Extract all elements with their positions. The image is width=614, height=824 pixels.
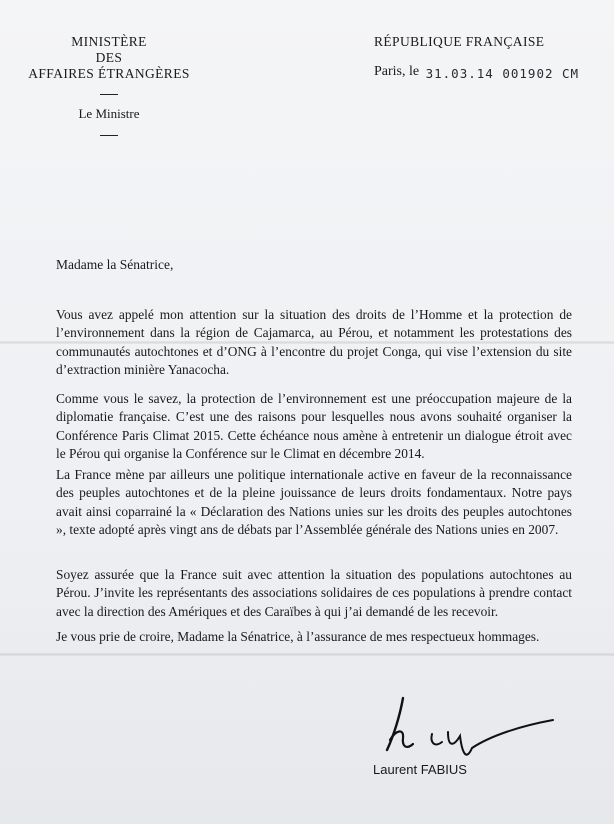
divider: [100, 135, 118, 136]
ministry-line: DES: [95, 50, 123, 65]
closing-formula: Je vous prie de croire, Madame la Sénatrice, à l’assurance de mes respectueux hommages.: [56, 629, 540, 644]
republic-heading: RÉPUBLIQUE FRANÇAISE: [374, 34, 545, 49]
date-stamp: 31.03.14 001902 CM: [425, 66, 580, 81]
ministry-letterhead: [24, 34, 194, 136]
handwritten-signature: [370, 690, 570, 765]
salutation: Madame la Sénatrice,: [56, 257, 174, 272]
divider: [100, 94, 118, 95]
date-line: [374, 63, 579, 80]
body-paragraph: La France mène par ailleurs une politique internationale active en faveur de la reconnaissance des peuples autochtones et de la pleine jouissance de leurs droits fondamentaux. Notre pays avait ainsi coparrainé la « Déclaration des Nations unies sur les droits des peuples autochtones », texte adopté après vingt ans de débats par l’Assemblée générale des Nations unies en 2007.: [56, 467, 572, 537]
body-paragraph: Comme vous le savez, la protection de l’environnement est une préoccupation majeure de la diplomatie française. C’est une des raisons pour lesquelles nous avons souhaité organiser la Conférence Paris Climat 2015. Cette échéance nous amène à entretenir un dialogue étroit avec le Pérou qui organise la Conférence sur le Climat en décembre 2014.: [56, 391, 572, 461]
body-paragraph: Soyez assurée que la France suit avec attention la situation des populations autochtones au Pérou. J’invite les représentants des associations solidaires de ces populations à prendre contact avec la direction des Amériques et des Caraïbes à qui j’ai demandé de les recevoir.: [56, 567, 572, 619]
paper-fold: [0, 653, 614, 656]
ministry-line: MINISTÈRE: [71, 34, 147, 49]
date-place: Paris, le: [374, 64, 420, 79]
ministry-line: AFFAIRES ÉTRANGÈRES: [28, 66, 190, 81]
minister-title: Le Ministre: [78, 106, 140, 121]
signer-name: Laurent FABIUS: [373, 762, 467, 777]
body-paragraph: Vous avez appelé mon attention sur la situation des droits de l’Homme et la protection de l’environnement dans la région de Cajamarca, au Pérou, et notamment les protestations des communautés autochtones et d’ONG à l’encontre du projet Conga, qui vise l’extension du site d’extraction minière Yanacocha.: [56, 307, 572, 377]
